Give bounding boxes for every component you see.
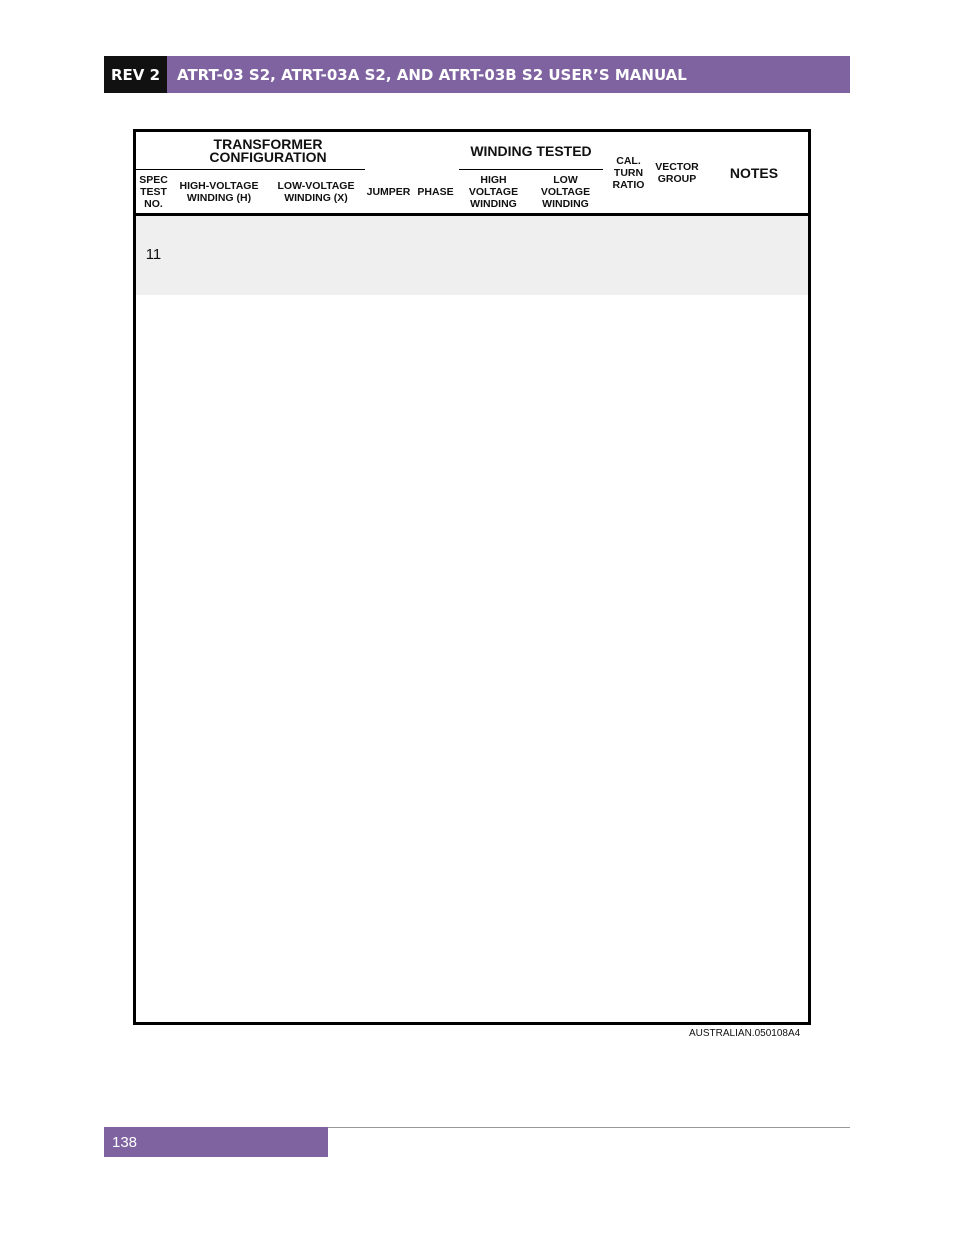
- manual-title: ATRT-03 S2, ATRT-03A S2, AND ATRT-03B S2 USER’S MANUAL: [167, 56, 850, 93]
- footer-rule: [328, 1127, 850, 1128]
- header-config: TRANSFORMER CONFIGURATION: [209, 136, 327, 165]
- header-hv: HIGH-VOLTAGE WINDING (H): [179, 180, 259, 204]
- revision-label: REV 2: [104, 56, 167, 93]
- header-ratio: CAL. TURN RATIO: [612, 155, 645, 191]
- header-notes: NOTES: [729, 165, 779, 181]
- header-jumper: JUMPER: [366, 186, 411, 198]
- header-config-rule: [171, 169, 365, 170]
- header-winding-rule: [459, 169, 603, 170]
- header-low: LOW VOLTAGE WINDING: [540, 174, 591, 210]
- page-footer: [104, 1127, 850, 1157]
- header-spec-rule: [136, 169, 171, 170]
- header-spec: SPEC TEST NO.: [139, 174, 168, 210]
- drawing-code: AUSTRALIAN.050108A4: [689, 1028, 801, 1039]
- header-winding: WINDING TESTED: [470, 142, 592, 159]
- header-phase: PHASE: [417, 186, 454, 198]
- page-header: [104, 56, 850, 93]
- hv-winding-diagram: [171, 214, 267, 295]
- spec-test-number: 11: [145, 245, 162, 263]
- page-number: 138: [104, 1127, 328, 1157]
- header-vector: VECTOR GROUP: [655, 161, 699, 185]
- transformer-config-table: [133, 129, 811, 1025]
- header-high: HIGH VOLTAGE WINDING: [468, 174, 519, 210]
- header-lv: LOW-VOLTAGE WINDING (X): [277, 180, 355, 204]
